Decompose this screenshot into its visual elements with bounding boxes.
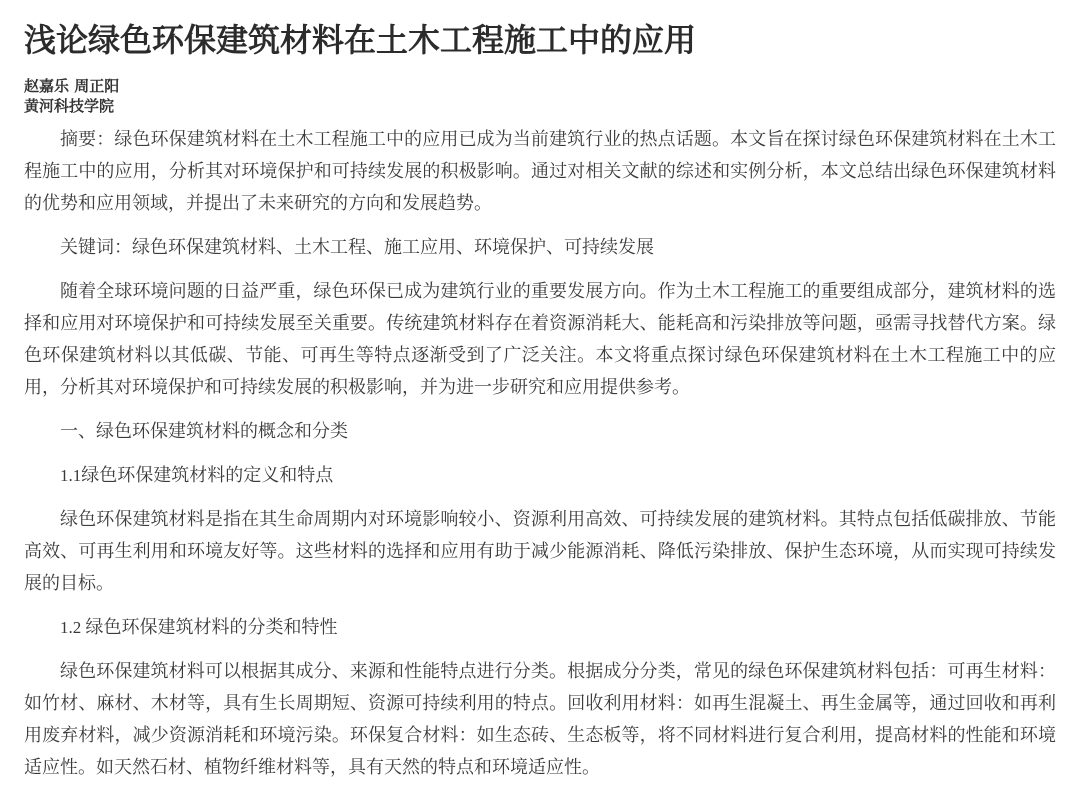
section-1-2-heading — [24, 612, 1056, 644]
section-1-1-title: 绿色环保建筑材料的定义和特点 — [81, 465, 334, 486]
abstract-paragraph: 摘要：绿色环保建筑材料在土木工程施工中的应用已成为当前建筑行业的热点话题。本文旨在探讨绿色环保建筑材料在土木工程施工中的应用，分析其对环境保护和可持续发展的积极影响。通过对相关文献的综述和实例分析，本文总结出绿色环保建筑材料的优势和应用领域，并提出了未来研究的方向和发展趋势。 — [24, 129, 1056, 214]
section-1-2-paragraph: 绿色环保建筑材料可以根据其成分、来源和性能特点进行分类。根据成分分类，常见的绿色环保建筑材料包括：可再生材料：如竹材、麻材、木材等，具有生长周期短、资源可持续利用的特点。回收利用材料：如再生混凝土、再生金属等，通过回收和再利用废弃材料，减少资源消耗和环境污染。环保复合材料：如生态砖、生态板等，将不同材料进行复合利用，提高材料的性能和环境适应性。如天然石材、植物纤维材料等，具有天然的特点和环境适应性。 — [24, 661, 1056, 778]
article-affiliation: 黄河科技学院 — [24, 97, 115, 115]
section-1-2-title: 绿色环保建筑材料的分类和特性 — [85, 617, 338, 638]
section-1-1-heading — [24, 460, 1056, 492]
section-1-1-number: 1.1 — [60, 466, 82, 485]
section-1-1-paragraph: 绿色环保建筑材料是指在其生命周期内对环境影响较小、资源利用高效、可持续发展的建筑材料。其特点包括低碳排放、节能高效、可再生利用和环境友好等。这些材料的选择和应用有助于减少能源消耗、降低污染排放、保护生态环境，从而实现可持续发展的目标。 — [24, 509, 1056, 594]
keywords-paragraph: 关键词：绿色环保建筑材料、土木工程、施工应用、环境保护、可持续发展 — [60, 237, 654, 258]
section-1-heading: 一、绿色环保建筑材料的概念和分类 — [60, 421, 348, 442]
section-1-2-number: 1.2 — [60, 618, 82, 637]
article-title: 浅论绿色环保建筑材料在土木工程施工中的应用 — [24, 21, 697, 59]
article — [24, 0, 1056, 784]
article-authors: 赵嘉乐 周正阳 — [24, 77, 120, 95]
intro-paragraph: 随着全球环境问题的日益严重，绿色环保已成为建筑行业的重要发展方向。作为土木工程施工的重要组成部分，建筑材料的选择和应用对环境保护和可持续发展至关重要。传统建筑材料存在着资源消耗大、能耗高和污染排放等问题，亟需寻找替代方案。绿色环保建筑材料以其低碳、节能、可再生等特点逐渐受到了广泛关注。本文将重点探讨绿色环保建筑材料在土木工程施工中的应用，分析其对环境保护和可持续发展的积极影响，并为进一步研究和应用提供参考。 — [24, 281, 1056, 398]
